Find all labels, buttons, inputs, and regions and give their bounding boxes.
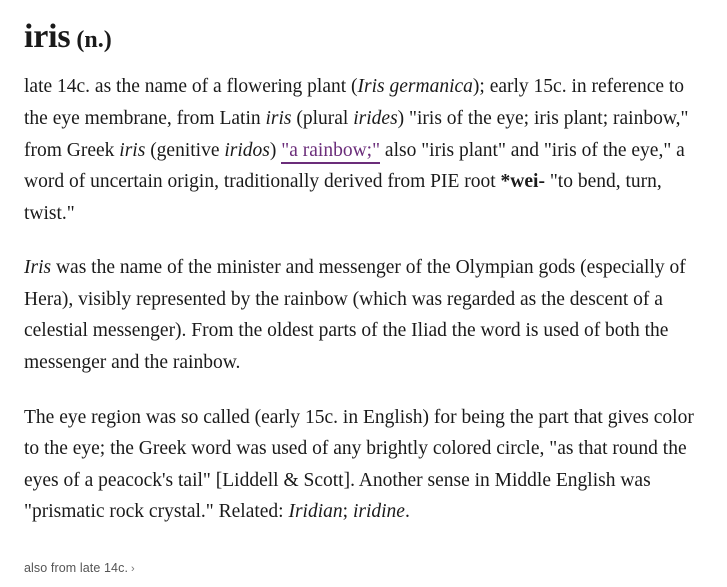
p1-seg7: also "iris plant" and "iris of the eye," a word of uncertain origin, traditionally derived from PIE root [24,139,685,193]
etymology-paragraph-1 [24,71,697,229]
p3-seg1: The eye region was so called (early 15c. in English) for being the part that gives color to the eye; the Greek word was used of any brightly colored circle, "as that round the eyes of a peacock's tail" [Liddell & Scott]. Another sense in Middle English was "prismatic rock crystal." Related: [24,406,694,523]
pie-root[interactable]: *wei- [500,171,545,193]
p3-seg3: . [404,501,410,523]
p1-italic-2: iris [265,107,292,129]
p2-seg1: was the name of the minister and messenger of the Olympian gods (especially of Hera), visibly represented by the rainbow (which was regarded as the descent of a celestial messenger). From the oldest parts of the Iliad the word is used of both the messenger and the rainbow. [24,257,686,374]
entry-part-of-speech: (n.) [76,27,112,53]
also-from-link[interactable] [24,561,135,575]
p1-italic-5: iridos [224,139,270,161]
p1-italic-3: irides [353,107,398,129]
p3-seg2: ; [342,501,353,523]
p2-italic-1: Iris [24,257,52,279]
etymology-paragraph-2 [24,252,697,378]
p3-italic-2: iridine [352,501,405,523]
entry-word: iris [24,18,71,55]
p1-seg5: (genitive [145,139,225,161]
p1-italic-4: iris [119,139,146,161]
etymology-paragraph-3 [24,402,697,528]
p1-seg4: ) "iris of the eye; iris plant; rainbow," from Greek [24,107,689,161]
p1-seg6: ) [269,139,282,161]
p1-seg8: "to bend, turn, twist." [24,171,662,224]
also-from-label: also from late 14c. [24,561,129,575]
chevron-right-icon: › [131,563,135,575]
p3-italic-1: Iridian [288,501,343,523]
highlighted-gloss[interactable]: "a rainbow;" [281,140,380,164]
p1-seg3: (plural [291,107,354,129]
p1-seg2: ); early 15c. in reference to the eye membrane, from Latin [24,76,685,129]
page-title [24,18,697,55]
p1-seg1: late 14c. as the name of a flowering plant ( [24,76,358,98]
p1-italic-1: Iris germanica [357,76,473,98]
